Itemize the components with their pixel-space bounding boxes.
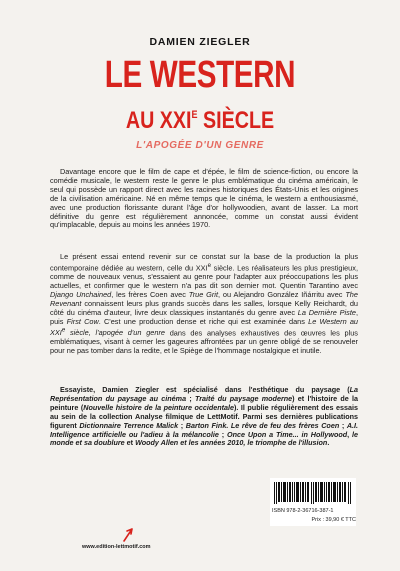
subtitle: L'APOGÉE D'UN GENRE [136,140,264,151]
author-bio [50,386,358,448]
synopsis-paragraph-1 [50,168,358,230]
author-name: DAMIEN ZIEGLER [149,36,251,48]
synopsis-paragraph-2-text [50,253,358,356]
title-line-2-pre: AU XXI [125,107,192,134]
text-span: ; [339,420,347,430]
text-span: ; [178,420,186,430]
text-span: . [327,438,330,448]
text-span: ) et l'histoire de la peinture ( [50,393,359,412]
text-sup: e [207,261,212,269]
title-line-2-post: SIÈCLE [197,107,275,134]
text-span: connaissent leurs plus grands succès dans les salles, lorsque Kelly Reichardt, du côté du cinéma d'auteur, livre deux classiques instantanés du genre avec [50,298,358,317]
work-title: Dictionnaire Terrence Malick [79,420,179,430]
text-span: dans des analyses exhaustives des œuvres les plus emblématiques, visant à cerner les gageures affrontées par un genre obligé de se renouveler pour ne pas tomber dans la redite, et le Spiège de l'hommage nostalgique et inutile. [50,328,358,355]
text-span: , puis [50,307,358,326]
text-span: . C'est une production dense et riche qui est examinée dans [98,316,309,326]
title-line-2 [36,102,364,134]
barcode-icon [274,482,352,504]
text-span: ). Il publie régulièrement des essais au sein de la collection Analyse filmique de LettMotif. Parmi ses dernières publications figurent [50,402,359,430]
book-title-part: Le Western au XXI [50,316,358,338]
title-line-1: LE WESTERN [104,54,296,96]
work-title: Woody Allen et les années 2010, le triomphe de l'illusion [135,438,328,448]
film-title: True Grit [188,290,218,300]
book-title-part: siècle, l'apogée d'un genre [65,328,165,338]
text-span: , [347,429,353,439]
isbn-text: ISBN 978-2-36716-387-1 [272,508,334,514]
work-title: Once Upon a Time... in Hollywood [227,429,348,439]
film-title: La Dernière Piste [297,307,356,317]
text-span: siècle. Les réalisateurs les plus prestigieux, comme de nouveaux venus, s'essaient au genre pour l'adapter aux préoccupations les plus actuelles, et confirmer que le western n'a pas dit son dernier mot. Quentin Tarantino avec [50,263,358,291]
work-title: Traité du paysage moderne [195,393,293,403]
work-title: le monde et sa doublure [50,429,359,448]
work-title: La Représentation du paysage au cinéma [50,385,358,403]
work-title: Nouvelle histoire de la peinture occidentale [83,402,235,412]
price-text: Prix : 39,90 € TTC [311,517,356,523]
text-span: ; [186,393,195,403]
film-title: The Revenant [50,290,358,308]
text-span: et [124,438,136,448]
film-title: First Cow [66,316,99,326]
work-title: A.I. Intelligence artificielle ou l'adieu à la mélancolie [50,420,359,439]
work-title: Barton Fink. Le rêve de feu des frères Coen [185,420,340,430]
synopsis-paragraph-2 [50,253,358,356]
text-span: ; [218,429,227,439]
text-span: Le présent essai entend revenir sur ce constat sur la base de la production la plus contemporaine dédiée au western, celle du XXI [50,252,358,273]
film-title: Django Unchained [50,290,112,300]
book-title-sup: e [61,326,66,334]
text-span: , ou Alejandro González Iñárritu avec [217,290,346,300]
text-span: , les frères Coen avec [111,290,189,300]
publisher-url[interactable]: www.edition-lettmotif.com [82,544,151,550]
title-line-2-sup: E [191,109,198,121]
synopsis-paragraph-1-text: Davantage encore que le film de cape et d'épée, le film de science-fiction, ou encore la comédie musicale, le western reste le genre le plus emblématique du cinéma américain, le seul qui possède un rapport direct avec les racines historiques des États-Unis et les origines de la civilisation américaine. Né en même temps que le cinéma, le western a enthousiasmé, avec une production florissante durant l'âge d'or hollywoodien, avant de lasser. La mort définitive du genre est régulièrement annoncée, comme un constat aussi évident qu'implacable, depuis au moins les années 1970. [50,167,358,230]
publisher-arrow-icon [122,527,134,543]
text-span: Essayiste, Damien Ziegler est spécialisé dans l'esthétique du paysage ( [60,385,350,394]
